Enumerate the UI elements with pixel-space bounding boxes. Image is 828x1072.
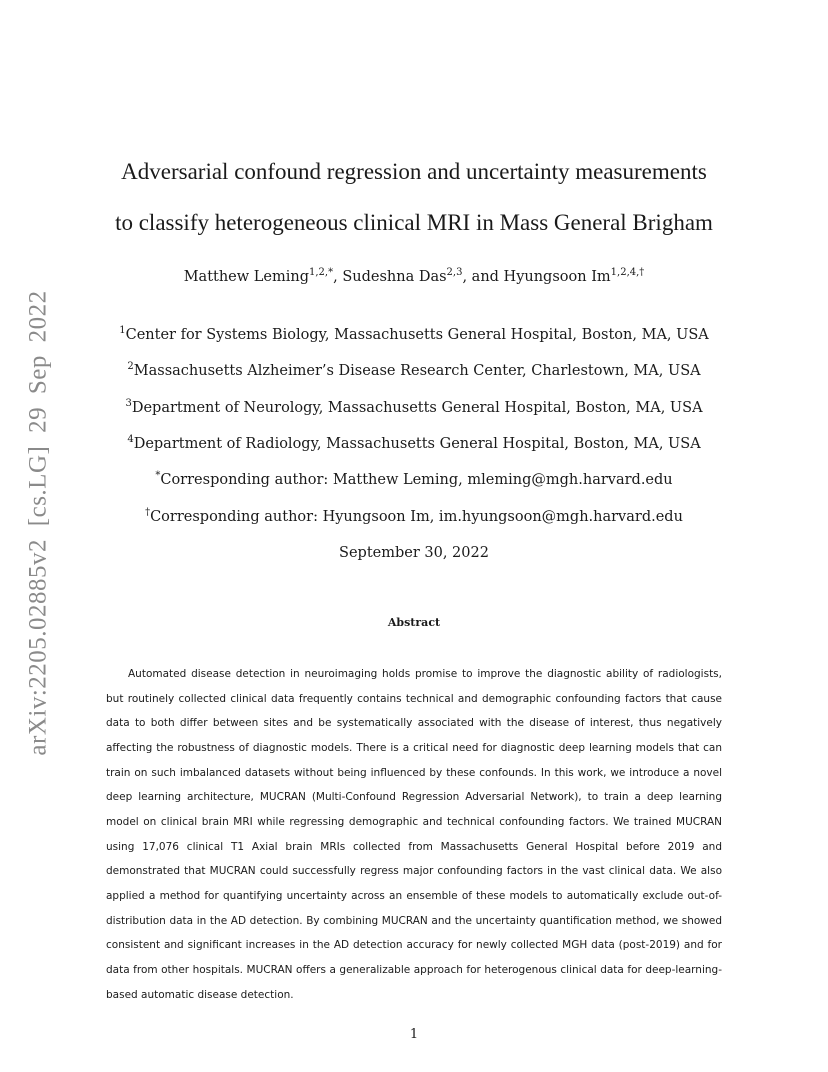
- author-name: Hyungsoon Im: [503, 268, 611, 285]
- affiliation-mark: 1: [119, 325, 126, 336]
- title-line-1: Adversarial confound regression and uncertainty measurements: [121, 159, 707, 184]
- corresponding-author: [40, 497, 788, 533]
- page-number: 1: [409, 1027, 419, 1042]
- author-name: Matthew Leming: [183, 268, 310, 285]
- corresponding-author: [40, 460, 788, 496]
- affiliation-mark: 4: [127, 433, 134, 445]
- affiliation-mark: 3: [125, 397, 132, 409]
- affiliation-item: [40, 315, 788, 351]
- affiliation-mark: 2: [127, 361, 134, 373]
- affiliation-mark: †: [145, 506, 151, 518]
- title-line-2: to classify heterogeneous clinical MRI in Mass General Brigham: [115, 210, 713, 235]
- author-name: Sudeshna Das: [342, 268, 447, 285]
- publication-date: September 30, 2022: [339, 545, 489, 561]
- affiliation-text: Center for Systems Biology, Massachusetts General Hospital, Boston, MA, USA: [125, 326, 709, 343]
- affiliation-text: Corresponding author: Hyungsoon Im, im.hyungsoon@mgh.harvard.edu: [150, 508, 683, 525]
- affiliation-list: [40, 315, 788, 533]
- affiliation-text: Department of Neurology, Massachusetts General Hospital, Boston, MA, USA: [131, 399, 703, 416]
- arxiv-id: arXiv:2205.02885v2 [cs.LG] 29 Sep 2022: [25, 290, 53, 756]
- affiliation-mark: *: [155, 470, 161, 482]
- affiliation-item: [40, 424, 788, 460]
- paper-title: [40, 146, 788, 248]
- author-affiliation-mark: 1,2,*: [309, 267, 334, 278]
- affiliation-item: [40, 388, 788, 424]
- author-list: [40, 267, 788, 285]
- affiliation-item: [40, 351, 788, 387]
- abstract-body: Automated disease detection in neuroimaging holds promise to improve the diagnostic ability of radiologists, but routinely collected clinical data frequently contains technical and demographic confounding factors that cause data to both differ between sites and be systematically associated with the disease of interest, thus negatively affecting the robustness of diagnostic models. There is a critical need for diagnostic deep learning models that can train on such imbalanced datasets without being influenced by these confounds. In this work, we introduce a novel deep learning architecture, MUCRAN (Multi-Confound Regression Adversarial Network), to train a deep learning model on clinical brain MRI while regressing demographic and technical confounding factors. We trained MUCRAN using 17,076 clinical T1 Axial brain MRIs collected from Massachusetts General Hospital before 2019 and demonstrated that MUCRAN could successfully regress major confounding factors in the vast clinical data. We also applied a method for quantifying uncertainty across an ensemble of these models to automatically exclude out-of-distribution data in the AD detection. By combining MUCRAN and the uncertainty quantification method, we showed consistent and significant increases in the AD detection accuracy for newly collected MGH data (post-2019) and for data from other hospitals. MUCRAN offers a generalizable approach for heterogenous clinical data for deep-learning-based automatic disease detection.: [106, 668, 722, 1001]
- affiliation-text: Massachusetts Alzheimer’s Disease Research Center, Charlestown, MA, USA: [133, 363, 701, 380]
- author-affiliation-mark: 1,2,4,†: [610, 267, 645, 278]
- abstract-heading: Abstract: [387, 616, 441, 629]
- affiliation-text: Department of Radiology, Massachusetts General Hospital, Boston, MA, USA: [133, 435, 701, 452]
- author-separator: , and: [462, 268, 504, 285]
- author-affiliation-mark: 2,3: [446, 267, 463, 278]
- author-separator: ,: [333, 268, 343, 285]
- affiliation-text: Corresponding author: Matthew Leming, mleming@mgh.harvard.edu: [160, 472, 673, 489]
